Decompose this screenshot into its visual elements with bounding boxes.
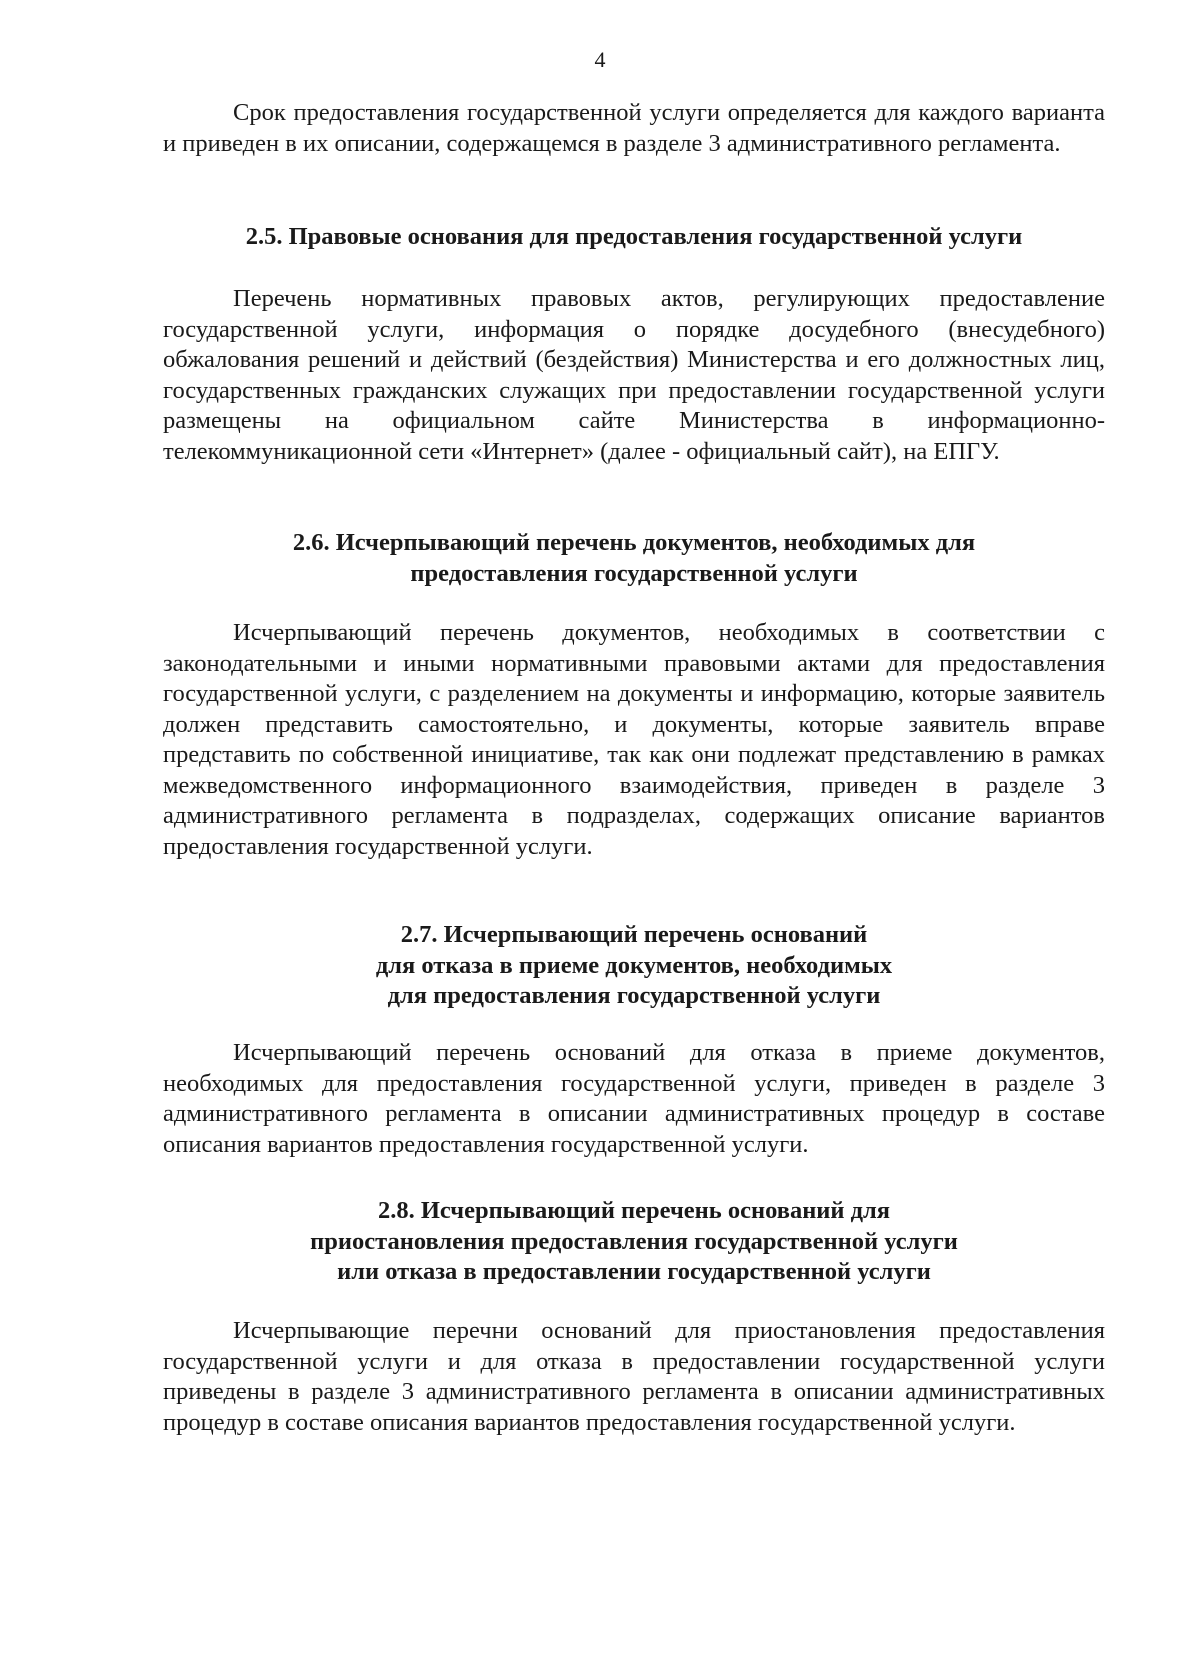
section-2-6-body	[163, 618, 1105, 862]
heading-line: для отказа в приеме документов, необходимых	[375, 951, 893, 979]
section-heading	[163, 1196, 1105, 1288]
section-2-6-heading	[163, 528, 1105, 589]
section-heading	[163, 920, 1105, 1012]
heading-line: 2.6. Исчерпывающий перечень документов, необходимых для	[292, 529, 976, 556]
section-paragraph: Исчерпывающие перечни оснований для приостановления предоставления государственной услуги и для отказа в предоставлении государственной услуги приведены в разделе 3 административного регламента в описании административных процедур в составе описания вариантов предоставления государственной услуги.	[163, 1317, 1105, 1436]
section-heading	[163, 528, 1105, 589]
heading-line: 2.5. Правовые основания для предоставления государственной услуги	[245, 223, 1023, 250]
heading-line: для предоставления государственной услуги	[387, 982, 881, 1009]
section-paragraph: Перечень нормативных правовых актов, регулирующих предоставление государственной услуги, информация о порядке досудебного (внесудебного) обжалования решений и действий (бездействия) Министерства и его должностных лиц, государственных гражданских служащих при предоставлении государственной услуги размещены на официальном сайте Министерства в информационно-телекоммуникационной сети «Интернет» (далее - официальный сайт), на ЕПГУ.	[163, 285, 1105, 465]
heading-line: или отказа в предоставлении государственной услуги	[337, 1258, 931, 1285]
section-paragraph: Исчерпывающий перечень оснований для отказа в приеме документов, необходимых для предоставления государственной услуги, приведен в разделе 3 административного регламента в описании административных процедур в составе описания вариантов предоставления государственной услуги.	[163, 1039, 1105, 1158]
heading-line: 2.7. Исчерпывающий перечень оснований	[400, 921, 868, 948]
heading-line: 2.8. Исчерпывающий перечень оснований для	[377, 1197, 891, 1224]
intro-block	[163, 98, 1105, 159]
section-2-5-body	[163, 284, 1105, 467]
section-heading	[163, 222, 1105, 253]
page-number: 4	[594, 47, 606, 72]
section-2-5-heading	[163, 222, 1105, 253]
section-paragraph: Исчерпывающий перечень документов, необходимых в соответствии с законодательными и иными нормативными правовыми актами для предоставления государственной услуги, с разделением на документы и информацию, которые заявитель должен представить самостоятельно, и документы, которые заявитель вправе представить по собственной инициативе, так как они подлежат представлению в рамках межведомственного информационного взаимодействия, приведен в разделе 3 административного регламента в подразделах, содержащих описание вариантов предоставления государственной услуги.	[163, 619, 1105, 860]
heading-line: приостановления предоставления государственной услуги	[310, 1227, 958, 1255]
section-2-7-body	[163, 1038, 1105, 1160]
intro-paragraph: Срок предоставления государственной услуги определяется для каждого варианта и приведен в их описании, содержащемся в разделе 3 административного регламента.	[163, 99, 1105, 157]
section-2-8-body	[163, 1316, 1105, 1438]
section-2-7-heading	[163, 920, 1105, 1012]
section-2-8-heading	[163, 1196, 1105, 1288]
heading-line: предоставления государственной услуги	[410, 559, 858, 587]
